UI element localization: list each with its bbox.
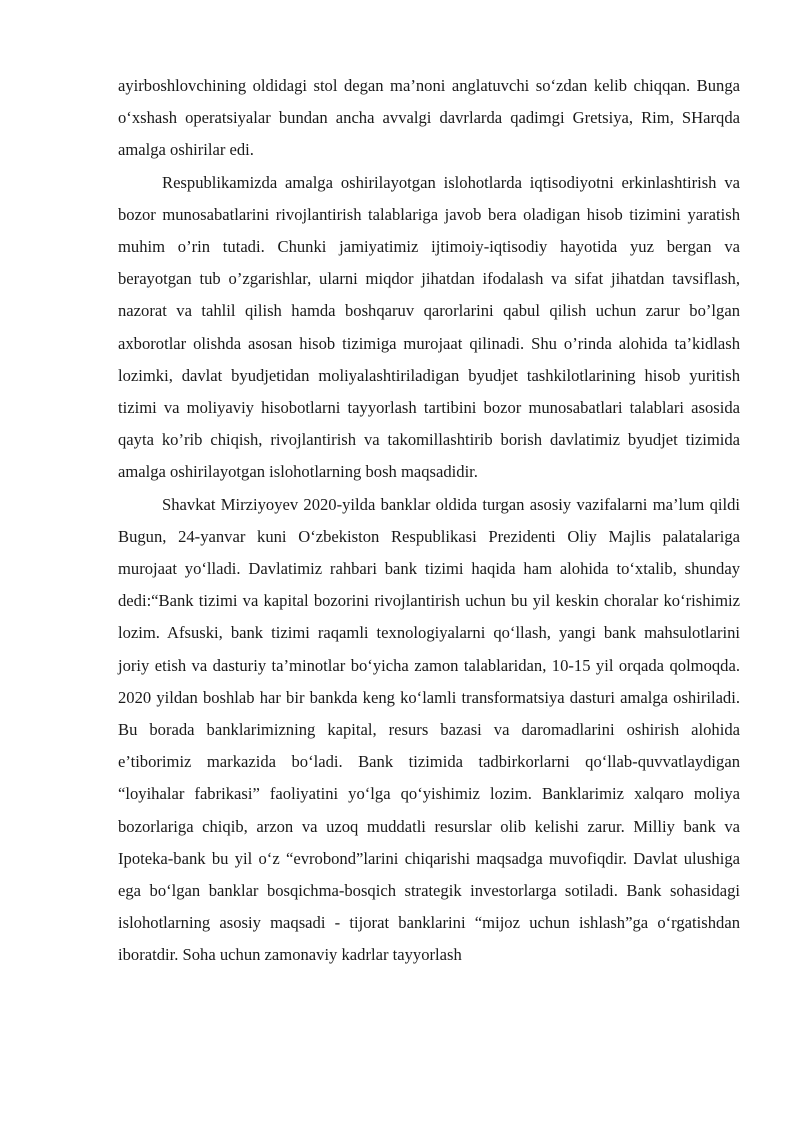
document-page	[118, 70, 740, 972]
paragraph-banking-tasks: Shavkat Mirziyoyev 2020-yilda banklar oldida turgan asosiy vazifalarni ma’lum qildi Bugun, 24-yanvar kuni O‘zbekiston Respublikasi Prezidenti Oliy Majlis palatalariga murojaat yo‘lladi. Davlatimiz rahbari bank tizimi haqida ham alohida to‘xtalib, shunday dedi:“Bank tizimi va kapital bozorini rivojlantirish uchun bu yil keskin choralar ko‘rishimiz lozim. Afsuski, bank tizimi raqamli texnologiyalarni qo‘llash, yangi bank mahsulotlarini joriy etish va dasturiy ta’minotlar bo‘yicha zamon talablaridan, 10-15 yil orqada qolmoqda. 2020 yildan boshlab har bir bankda keng ko‘lamli transformatsiya dasturi amalga oshiriladi. Bu borada banklarimizning kapital, resurs bazasi va daromadlarini oshirish alohida e’tiborimiz markazida bo‘ladi. Bank tizimida tadbirkorlarni qo‘llab-quvvatlaydigan “loyihalar fabrikasi” faoliyatini yo‘lga qo‘yishimiz lozim. Banklarimiz xalqaro moliya bozorlariga chiqib, arzon va uzoq muddatli resurslar olib kelishi zarur. Milliy bank va Ipoteka-bank bu yil o‘z “evrobond”larini chiqarishi maqsadga muvofiqdir. Davlat ulushiga ega bo‘lgan banklar bosqichma-bosqich strategik investorlarga sotiladi. Bank sohasidagi islohotlarning asosiy maqsadi - tijorat banklarini “mijoz uchun ishlash”ga o‘rgatishdan iboratdir. Soha uchun zamonaviy kadrlar tayyorlash	[118, 494, 740, 965]
paragraph-accounting-reform: Respublikamizda amalga oshirilayotgan islohotlarda iqtisodiyotni erkinlashtirish va bozor munosabatlarini rivojlantirish talablariga javob bera oladigan hisob tizimini yaratish muhim o’rin tutadi. Chunki jamiyatimiz ijtimoiy-iqtisodiy hayotida yuz bergan va berayotgan tub o’zgarishlar, ularni miqdor jihatdan ifodalash va sifat jihatdan tavsiflash, nazorat va tahlil qilish hamda boshqaruv qarorlarini qabul qilish uchun zarur bo’lgan axborotlar olishda asosan hisob tizimiga murojaat qilinadi. Shu o’rinda alohida ta’kidlash lozimki, davlat byudjetidan moliyalashtiriladigan byudjet tashkilotlarining hisob yuritish tizimi va moliyaviy hisobotlarni tayyorlash tartibini bozor munosabatlari talablari asosida qayta ko’rib chiqish, rivojlantirish va takomillashtirib borish davlatimiz byudjet tizimida amalga oshirilayotgan islohotlarning bosh maqsadidir.	[118, 172, 740, 482]
paragraph-continuation: ayirboshlovchining oldidagi stol degan ma’noni anglatuvchi so‘zdan kelib chiqqan. Bunga o‘xshash operatsiyalar bundan ancha avvalgi davrlarda qadimgi Gretsiya, Rim, SHarqda amalga oshirilar edi.	[118, 76, 740, 160]
